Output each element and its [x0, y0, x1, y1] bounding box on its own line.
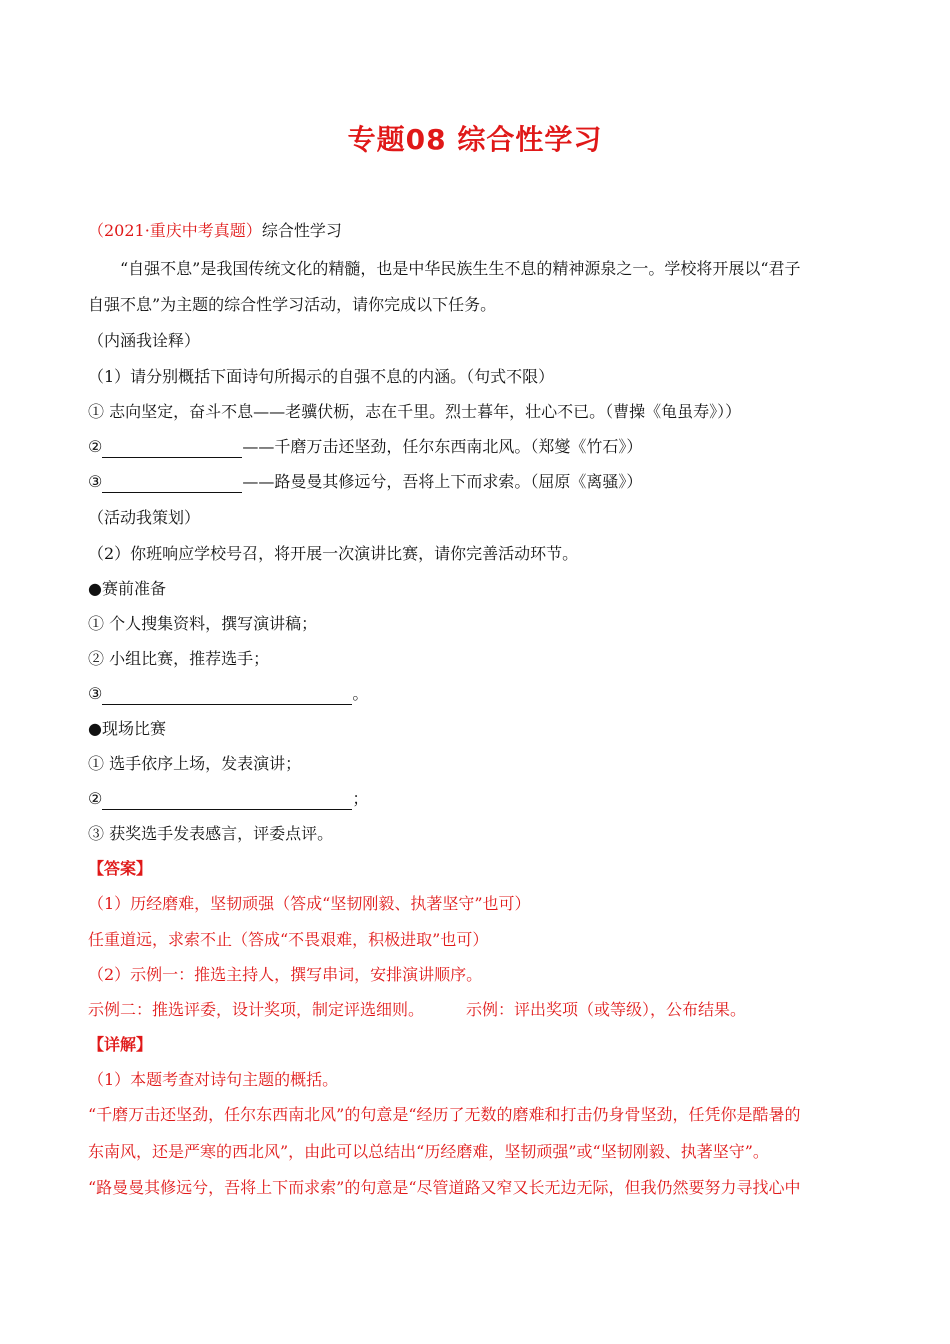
- answer-blank[interactable]: [102, 686, 352, 705]
- detail-line-2: “千磨万击还坚劲，任尔东西南北风”的句意是“经历了无数的磨难和打击仍身骨坚劲，任凭你是酷暑的: [88, 1105, 801, 1124]
- live-item-2: [88, 788, 368, 810]
- prep-item-3-suffix: 。: [352, 684, 369, 703]
- detail-line-4: “路曼曼其修远兮，吾将上下而求索”的句意是“尽管道路又窄又长无边无际，但我仍然要努力寻找心中: [88, 1178, 801, 1197]
- question-header: [88, 220, 342, 242]
- answer-line-3: （2）示例一：推选主持人，撰写串词，安排演讲顺序。: [88, 965, 483, 984]
- prep-item-1: ① 个人搜集资料，撰写演讲稿；: [88, 614, 318, 633]
- section2-heading: （活动我策划）: [88, 508, 201, 527]
- prep-item-2: ② 小组比赛，推荐选手；: [88, 649, 270, 668]
- poem-item-1: ① 志向坚定，奋斗不息——老骥伏枥，志在千里。烈士暮年，壮心不已。（曹操《龟虽寿》））: [88, 402, 742, 421]
- detail-line-1: （1）本题考查对诗句主题的概括。: [88, 1070, 339, 1089]
- intro-line-2: 自强不息”为主题的综合性学习活动，请你完成以下任务。: [88, 295, 497, 314]
- answer-blank[interactable]: [102, 439, 242, 458]
- page-title: 专题08 综合性学习: [347, 123, 603, 156]
- question-source: （2021·重庆中考真题）: [88, 221, 262, 240]
- answer-blank[interactable]: [102, 791, 352, 810]
- live-item-2-suffix: ；: [352, 789, 369, 808]
- live-heading: ●现场比赛: [88, 719, 166, 738]
- answer-line-4: [88, 999, 746, 1021]
- answer-blank[interactable]: [102, 474, 242, 493]
- poem-item-2-number: ②: [88, 437, 103, 456]
- poem-item-2: [88, 436, 642, 458]
- section2-question: （2）你班响应学校号召，将开展一次演讲比赛，请你完善活动环节。: [88, 544, 579, 563]
- live-item-3: ③ 获奖选手发表感言，评委点评。: [88, 824, 334, 843]
- prep-item-3-number: ③: [88, 684, 103, 703]
- live-item-2-number: ②: [88, 789, 103, 808]
- poem-item-3-number: ③: [88, 472, 103, 491]
- prep-item-3: [88, 683, 368, 705]
- poem-item-2-text: ——千磨万击还坚劲，任尔东西南北风。（郑燮《竹石》）: [242, 437, 643, 456]
- answer-line-2: 任重道远，求索不止（答成“不畏艰难，积极进取”也可）: [88, 930, 489, 949]
- detail-line-3: 东南风，还是严寒的西北风”，由此可以总结出“历经磨难，坚韧顽强”或“坚韧刚毅、执著坚守”。: [88, 1142, 769, 1161]
- detail-label: 【详解】: [88, 1035, 153, 1054]
- poem-item-3-text: ——路曼曼其修远兮，吾将上下而求索。（屈原《离骚》）: [242, 472, 643, 491]
- live-item-1: ① 选手依序上场，发表演讲；: [88, 754, 302, 773]
- answer-line-1: （1）历经磨难，坚韧顽强（答成“坚韧刚毅、执著坚守”也可）: [88, 894, 531, 913]
- poem-item-3: [88, 471, 642, 493]
- answer-example-2: 示例二：推选评委，设计奖项，制定评选细则。: [88, 1000, 425, 1019]
- section1-heading: （内涵我诠释）: [88, 331, 201, 350]
- answer-example-3: 示例：评出奖项（或等级），公布结果。: [466, 1000, 747, 1019]
- section1-question: （1）请分别概括下面诗句所揭示的自强不息的内涵。（句式不限）: [88, 367, 555, 386]
- answer-label: 【答案】: [88, 859, 153, 878]
- question-topic: 综合性学习: [261, 221, 342, 240]
- intro-line-1: “自强不息”是我国传统文化的精髓，也是中华民族生生不息的精神源泉之一。学校将开展以“君子: [120, 259, 801, 278]
- prep-heading: ●赛前准备: [88, 579, 166, 598]
